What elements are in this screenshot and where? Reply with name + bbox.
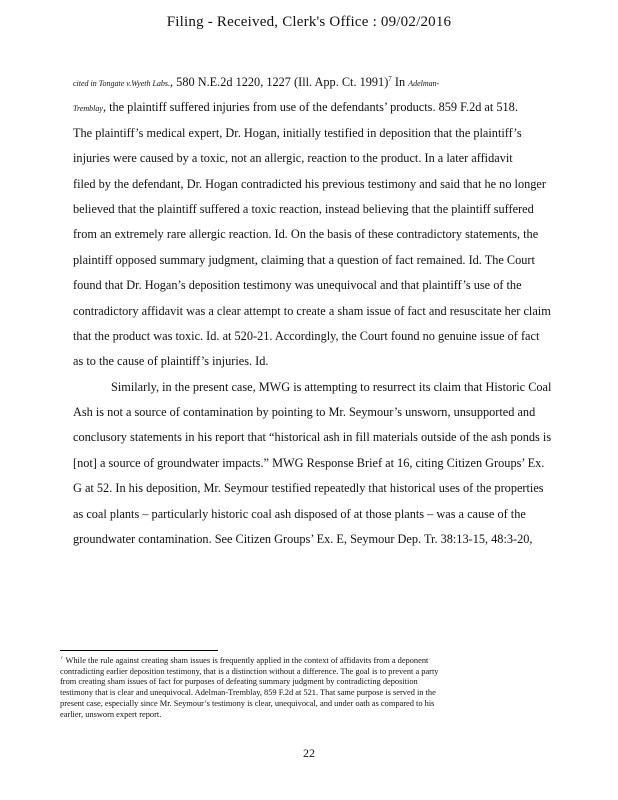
paragraph-start-line: Similarly, in the present case, MWG is attempting to resurrect its claim that Historic Coal — [111, 379, 552, 394]
filing-stamp-header: Filing - Received, Clerk's Office : 09/02/2016 — [166, 14, 452, 30]
footnote-line: present case, especially since Mr. Seymour’s testimony is clear, unequivocal, and under oath as compared to his — [60, 698, 435, 708]
body-line: found that Dr. Hogan’s deposition testimony was unequivocal and that plaintiff’s use of the — [73, 278, 522, 293]
body-line: The plaintiff’s medical expert, Dr. Hogan, initially testified in deposition that the plaintiff’s — [73, 125, 522, 140]
body-line: as coal plants – particularly historic coal ash disposed of at those plants – was a cause of the — [73, 506, 526, 521]
body-line: groundwater contamination. See Citizen Groups’ Ex. E, Seymour Dep. Tr. 38:13-15, 48:3-20, — [73, 532, 533, 547]
body-line: as to the cause of plaintiff’s injuries. Id. — [73, 354, 269, 369]
body-line: that the product was toxic. Id. at 520-21. Accordingly, the Court found no genuine issue of fact — [73, 328, 540, 343]
body-line-suffix: In — [391, 75, 409, 89]
body-line-text: , 580 N.E.2d 1220, 1227 (Ill. App. Ct. 1991) — [170, 75, 389, 89]
footnote-line — [60, 656, 560, 667]
footnote-line: from creating sham issues of fact for purposes of defeating summary judgment by contradicting deposition — [60, 677, 418, 687]
body-line-text: , the plaintiff suffered injuries from use of the defendants’ products. 859 F.2d at 518. — [102, 100, 518, 115]
body-line: G at 52. In his deposition, Mr. Seymour testified repeatedly that historical uses of the properties — [73, 481, 544, 496]
body-line: contradictory affidavit was a clear attempt to create a sham issue of fact and resuscitate her claim — [73, 303, 551, 318]
footnote-line-text: While the rule against creating sham issues is frequently applied in the context of affidavits from a deponent — [65, 656, 429, 665]
body-line: from an extremely rare allergic reaction. Id. On the basis of these contradictory statements, the — [73, 227, 539, 242]
case-name-italic: Tremblay — [73, 104, 103, 114]
body-line — [73, 70, 573, 95]
body-line: [not] a source of groundwater impacts.” MWG Response Brief at 16, citing Citizen Groups’ Ex. — [73, 455, 545, 470]
footnote-line: earlier, unsworn expert report. — [60, 709, 162, 719]
body-line: Ash is not a source of contamination by pointing to Mr. Seymour’s unsworn, unsupported and — [73, 405, 536, 420]
body-line: believed that the plaintiff suffered a toxic reaction, instead believing that the plaintiff suffered — [73, 201, 534, 216]
footnote-divider — [60, 650, 218, 651]
body-line: filed by the defendant, Dr. Hogan contradicted his previous testimony and said that he no longer — [73, 176, 546, 191]
footnote — [60, 656, 560, 720]
footnote-line: testimony that is clear and unequivocal. Adelman-Tremblay, 859 F.2d at 521. That same purpose is served in the — [60, 688, 436, 698]
body-line: plaintiff opposed summary judgment, claiming that a question of fact remained. Id. The Court — [73, 252, 535, 267]
body-text — [73, 70, 573, 552]
body-line — [73, 95, 573, 120]
body-line: injuries were caused by a toxic, not an allergic, reaction to the product. In a later affidavit — [73, 151, 513, 166]
body-line: conclusory statements in his report that “historical ash in fill materials outside of the ash ponds is — [73, 430, 552, 445]
page-number: 22 — [303, 746, 315, 760]
case-name-italic: Adelman- — [408, 79, 440, 88]
citation-italic: cited in Tongate v.Wyeth Labs. — [73, 79, 171, 88]
footnote-line: contradicting earlier deposition testimony, that is a distinction without a difference. The goal is to prevent a party — [60, 666, 439, 676]
footnote-number: 7 — [60, 656, 64, 662]
footnote-ref: 7 — [388, 74, 392, 83]
